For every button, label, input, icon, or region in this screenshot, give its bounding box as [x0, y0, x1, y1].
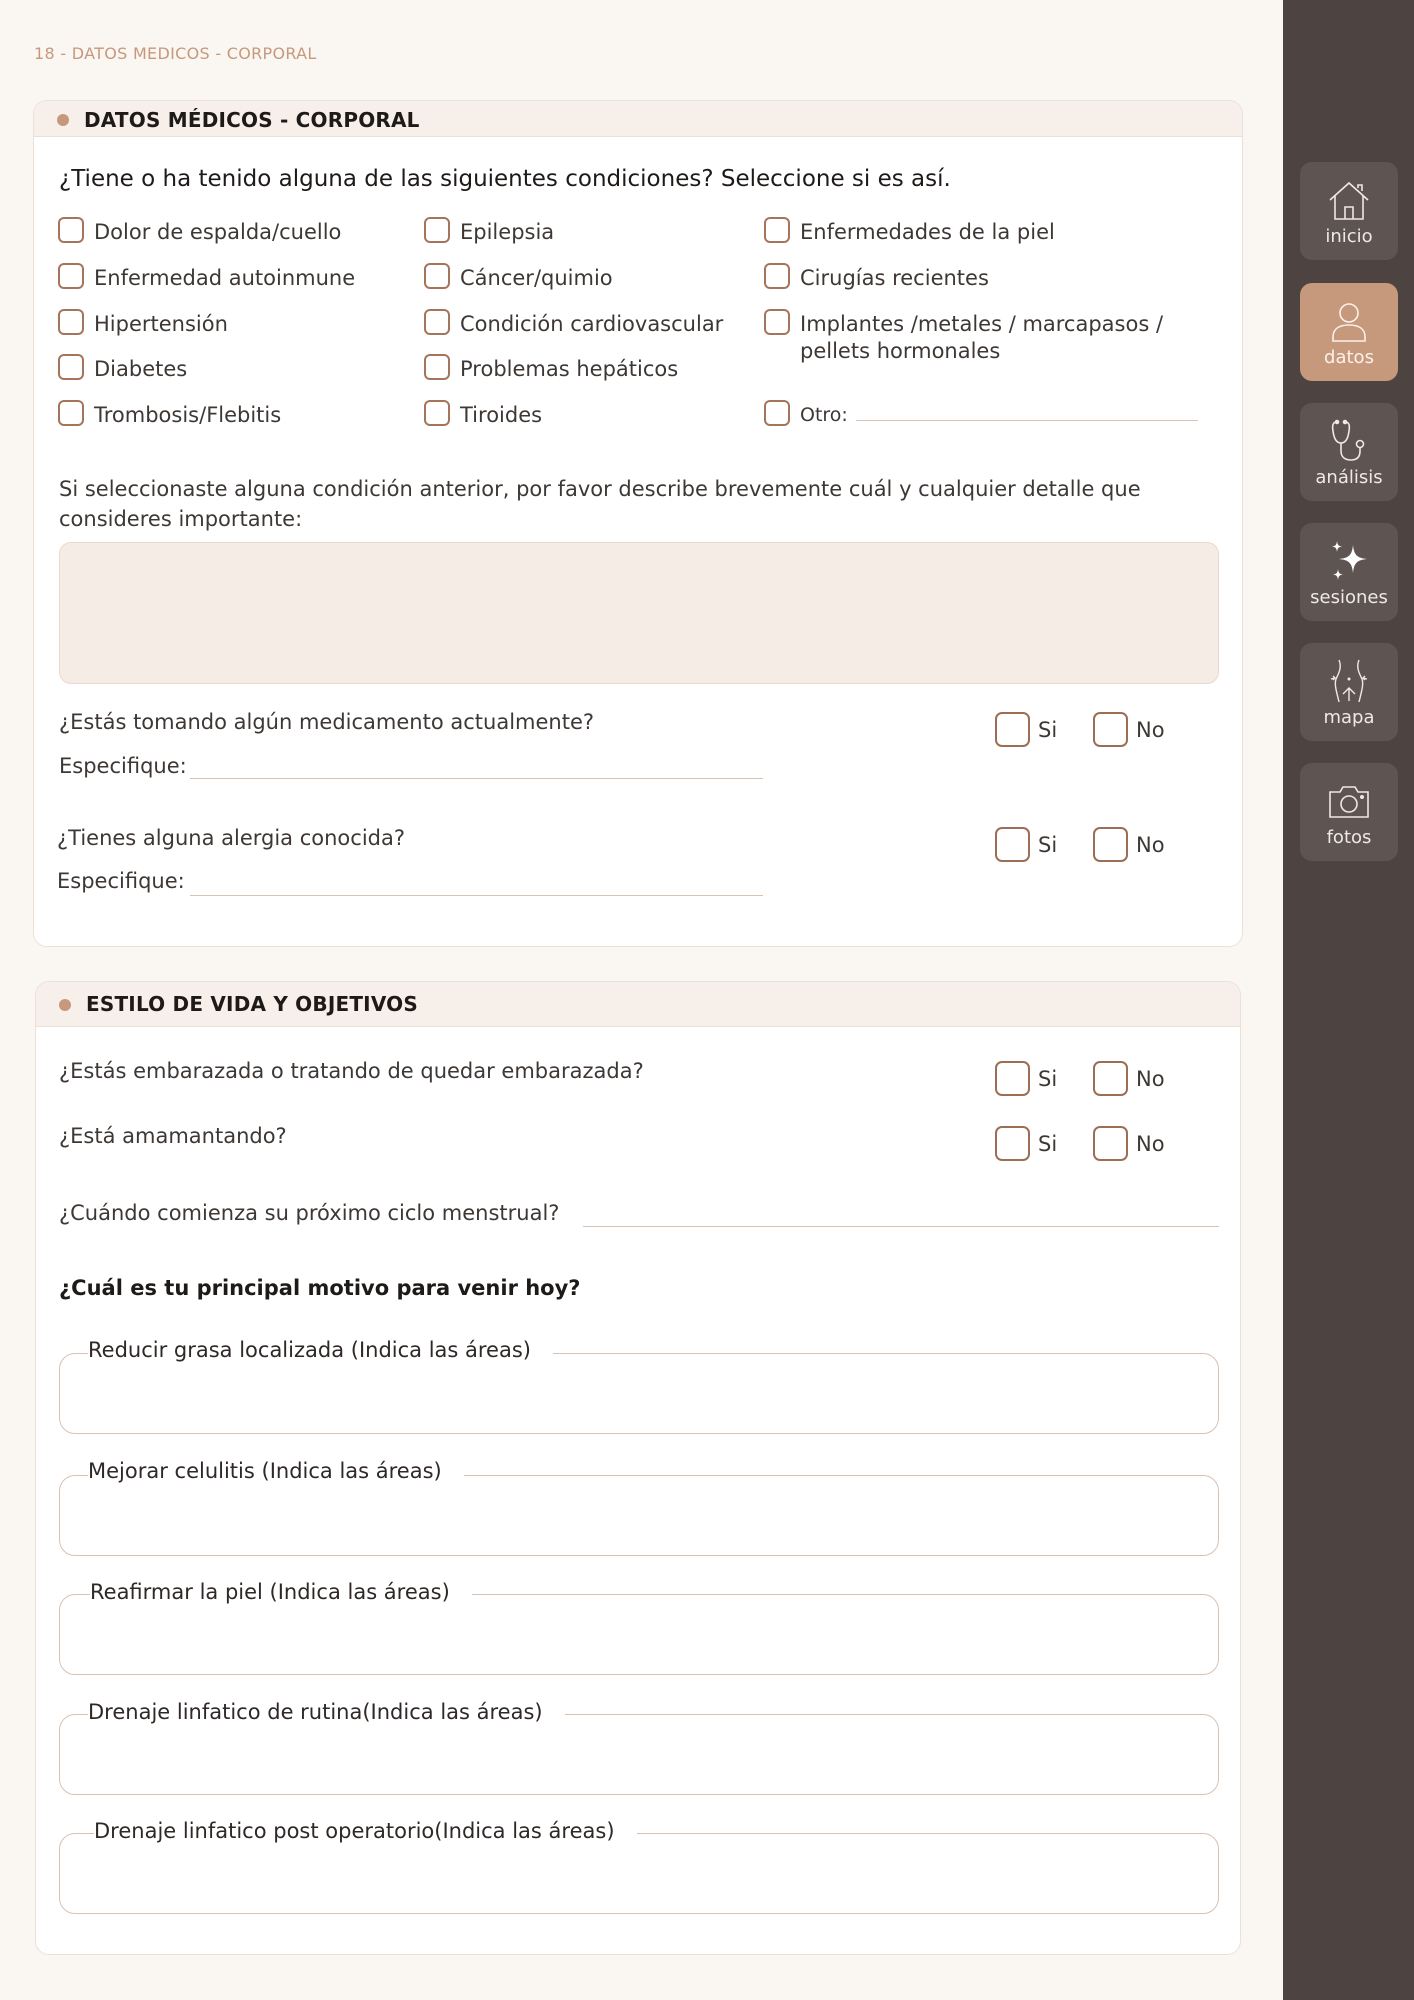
- medication-question: ¿Estás tomando algún medicamento actualmente?: [59, 710, 595, 734]
- nav-item-analisis[interactable]: análisis: [1300, 403, 1398, 501]
- condition-checkbox[interactable]: Implantes /metales / marcapasos /: [764, 309, 1163, 339]
- page-breadcrumb: 18 - DATOS MEDICOS - CORPORAL: [34, 44, 317, 63]
- condition-checkbox[interactable]: Hipertensión: [58, 309, 228, 339]
- condition-checkbox[interactable]: Tiroides: [424, 400, 542, 430]
- nav-item-mapa[interactable]: mapa: [1300, 643, 1398, 741]
- section-dot-icon: [59, 999, 71, 1011]
- checkbox-box[interactable]: [764, 263, 790, 289]
- goal-label: Drenaje linfatico de rutina(Indica las áreas): [88, 1700, 565, 1724]
- condition-checkbox[interactable]: Enfermedades de la piel: [764, 217, 1055, 247]
- allergy-no-checkbox[interactable]: No: [1093, 827, 1165, 862]
- goal-label: Mejorar celulitis (Indica las áreas): [88, 1459, 464, 1483]
- medical-card-header: [34, 101, 1242, 137]
- section-dot-icon: [57, 114, 69, 126]
- checkbox-box[interactable]: [995, 712, 1030, 747]
- breastfeeding-question: ¿Está amamantando?: [59, 1124, 287, 1148]
- allergy-specify-label: Especifique:: [57, 869, 185, 893]
- condition-checkbox[interactable]: Cirugías recientes: [764, 263, 989, 293]
- camera-icon: [1325, 777, 1373, 825]
- checkbox-box[interactable]: [424, 217, 450, 243]
- lifestyle-card-header: [36, 982, 1240, 1027]
- breastfeeding-no-checkbox[interactable]: No: [1093, 1126, 1165, 1161]
- nav-item-fotos[interactable]: fotos: [1300, 763, 1398, 861]
- lifestyle-section-title: ESTILO DE VIDA Y OBJETIVOS: [86, 992, 418, 1016]
- motive-question: ¿Cuál es tu principal motivo para venir hoy?: [59, 1276, 581, 1300]
- condition-checkbox[interactable]: Trombosis/Flebitis: [58, 400, 281, 430]
- cycle-input[interactable]: [583, 1226, 1219, 1227]
- allergy-question: ¿Tienes alguna alergia conocida?: [57, 826, 405, 850]
- checkbox-box[interactable]: [995, 1061, 1030, 1096]
- pregnant-yes-checkbox[interactable]: Si: [995, 1061, 1057, 1096]
- medication-specify-input[interactable]: [190, 778, 763, 779]
- condition-checkbox-other[interactable]: Otro:: [764, 400, 848, 430]
- goal-input-box[interactable]: [59, 1475, 1219, 1556]
- side-navigation: [1283, 0, 1414, 2000]
- checkbox-box[interactable]: [58, 217, 84, 243]
- pregnant-question: ¿Estás embarazada o tratando de quedar embarazada?: [59, 1059, 644, 1083]
- condition-checkbox[interactable]: Dolor de espalda/cuello: [58, 217, 341, 247]
- medication-specify-label: Especifique:: [59, 754, 187, 778]
- medication-yes-checkbox[interactable]: Si: [995, 712, 1057, 747]
- body-map-icon: [1325, 657, 1373, 705]
- checkbox-box[interactable]: [424, 354, 450, 380]
- goal-input-box[interactable]: [59, 1594, 1219, 1675]
- goal-input-box[interactable]: [59, 1353, 1219, 1434]
- checkbox-box[interactable]: [58, 354, 84, 380]
- medication-no-checkbox[interactable]: No: [1093, 712, 1165, 747]
- conditions-intro: ¿Tiene o ha tenido alguna de las siguientes condiciones? Seleccione si es así.: [59, 166, 951, 192]
- goal-label: Reafirmar la piel (Indica las áreas): [90, 1580, 472, 1604]
- checkbox-box[interactable]: [995, 827, 1030, 862]
- medical-section-title: DATOS MÉDICOS - CORPORAL: [84, 108, 420, 132]
- checkbox-box[interactable]: [58, 309, 84, 335]
- nav-item-sesiones[interactable]: sesiones: [1300, 523, 1398, 621]
- condition-checkbox[interactable]: Problemas hepáticos: [424, 354, 678, 384]
- condition-checkbox[interactable]: Diabetes: [58, 354, 187, 384]
- pregnant-no-checkbox[interactable]: No: [1093, 1061, 1165, 1096]
- goal-label: Reducir grasa localizada (Indica las áreas): [88, 1338, 553, 1362]
- checkbox-box[interactable]: [424, 309, 450, 335]
- sparkles-icon: [1325, 537, 1373, 585]
- nav-item-inicio[interactable]: inicio: [1300, 162, 1398, 260]
- goal-label: Drenaje linfatico post operatorio(Indica las áreas): [94, 1819, 637, 1843]
- checkbox-box[interactable]: [764, 217, 790, 243]
- checkbox-box[interactable]: [764, 400, 790, 426]
- allergy-yes-checkbox[interactable]: Si: [995, 827, 1057, 862]
- checkbox-box[interactable]: [1093, 1126, 1128, 1161]
- cycle-question: ¿Cuándo comienza su próximo ciclo menstrual?: [59, 1201, 560, 1225]
- checkbox-box[interactable]: [1093, 827, 1128, 862]
- goal-input-box[interactable]: [59, 1833, 1219, 1914]
- checkbox-box[interactable]: [58, 400, 84, 426]
- nav-item-datos[interactable]: datos: [1300, 283, 1398, 381]
- checkbox-box[interactable]: [424, 263, 450, 289]
- checkbox-box[interactable]: [995, 1126, 1030, 1161]
- user-icon: [1325, 297, 1373, 345]
- describe-prompt: Si seleccionaste alguna condición anterior, por favor describe brevemente cuál y cualquier detalle que consideres importante:: [59, 477, 1141, 531]
- condition-checkbox[interactable]: Enfermedad autoinmune: [58, 263, 355, 293]
- checkbox-box[interactable]: [424, 400, 450, 426]
- condition-checkbox[interactable]: Epilepsia: [424, 217, 554, 247]
- checkbox-box[interactable]: [1093, 712, 1128, 747]
- condition-label-continuation: pellets hormonales: [800, 339, 1001, 363]
- breastfeeding-yes-checkbox[interactable]: Si: [995, 1126, 1057, 1161]
- checkbox-box[interactable]: [1093, 1061, 1128, 1096]
- checkbox-box[interactable]: [764, 309, 790, 335]
- other-condition-input[interactable]: [856, 420, 1198, 421]
- condition-checkbox[interactable]: Cáncer/quimio: [424, 263, 613, 293]
- goal-input-box[interactable]: [59, 1714, 1219, 1795]
- stethoscope-icon: [1325, 417, 1373, 465]
- condition-details-textarea[interactable]: [59, 542, 1219, 684]
- allergy-specify-input[interactable]: [190, 895, 763, 896]
- house-icon: [1325, 176, 1373, 224]
- checkbox-box[interactable]: [58, 263, 84, 289]
- condition-checkbox[interactable]: Condición cardiovascular: [424, 309, 723, 339]
